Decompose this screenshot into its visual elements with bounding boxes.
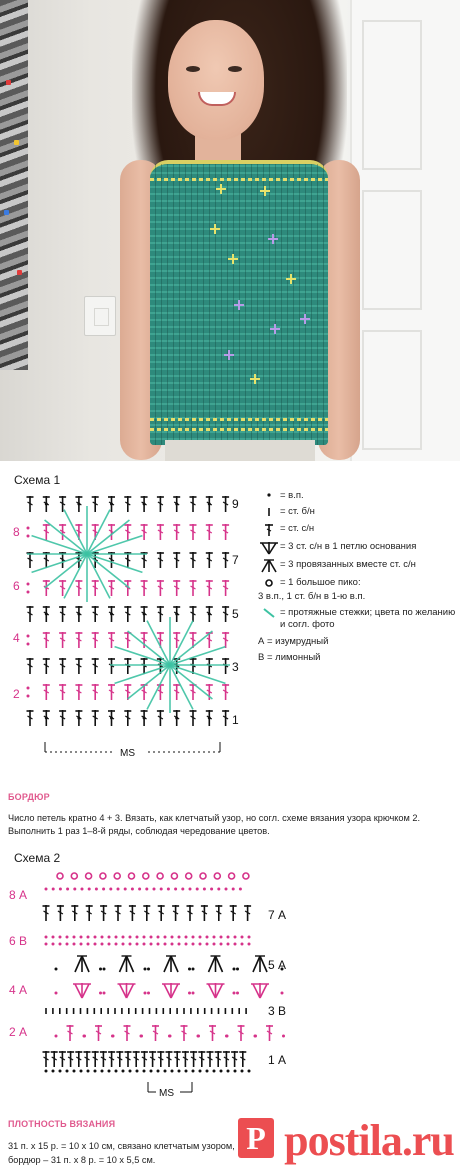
chain-symbol	[27, 583, 30, 586]
scheme1-row-label: 8	[13, 525, 20, 539]
chain-symbol	[95, 888, 98, 891]
gauge-line-1: 31 п. х 15 р. = 10 х 10 см, связано клетчатым узором,	[8, 1141, 235, 1151]
chain-symbol	[115, 943, 118, 946]
chain-symbol	[213, 936, 216, 939]
chain-symbol	[281, 992, 284, 995]
chain-symbol	[108, 1070, 111, 1073]
chain-symbol	[197, 1035, 200, 1038]
legend-text: А = изумрудный	[258, 635, 329, 647]
chain-symbol	[27, 635, 30, 638]
chain-symbol	[99, 992, 102, 995]
chain-symbol	[143, 936, 146, 939]
chain-symbol	[185, 1070, 188, 1073]
increase-icon	[258, 541, 280, 555]
chain-symbol	[27, 591, 30, 594]
scheme1-row-label: 5	[232, 607, 239, 621]
chain-symbol	[136, 943, 139, 946]
legend-row	[258, 652, 458, 664]
chain-symbol	[101, 936, 104, 939]
chain-symbol	[81, 888, 84, 891]
chain-symbol	[143, 1070, 146, 1073]
chain-symbol	[131, 888, 134, 891]
decrease-icon	[258, 559, 280, 573]
picot-symbol	[157, 873, 163, 879]
chain-symbol	[59, 936, 62, 939]
chain-symbol	[145, 888, 148, 891]
chain-symbol	[73, 888, 76, 891]
chain-symbol	[80, 936, 83, 939]
chain-symbol	[164, 1070, 167, 1073]
chain-symbol	[140, 1035, 143, 1038]
chain-symbol	[206, 1070, 209, 1073]
chain-symbol	[101, 1070, 104, 1073]
chain-symbol	[87, 1070, 90, 1073]
chain-symbol	[59, 943, 62, 946]
legend-text: = ст. с/н	[280, 523, 315, 535]
decrease-symbol	[216, 956, 223, 972]
picot-symbol	[229, 873, 235, 879]
scheme1-row-label: 4	[13, 631, 20, 645]
chain-symbol	[192, 936, 195, 939]
chain-symbol	[122, 936, 125, 939]
chain-symbol	[87, 936, 90, 939]
chain-symbol	[109, 888, 112, 891]
picot-symbol	[143, 873, 149, 879]
decrease-symbol	[253, 956, 260, 972]
increase-symbol	[209, 984, 216, 998]
chain-symbol	[115, 936, 118, 939]
gauge-heading: ПЛОТНОСТЬ ВЯЗАНИЯ	[8, 1119, 116, 1129]
chain-symbol	[171, 1070, 174, 1073]
chain-symbol	[55, 992, 58, 995]
watermark: postila.ru	[284, 1116, 454, 1165]
chain-symbol	[129, 943, 132, 946]
chain-symbol	[45, 943, 48, 946]
increase-symbol	[127, 984, 134, 998]
picot-symbol	[214, 873, 220, 879]
picot-symbol	[57, 873, 63, 879]
decrease-symbol	[260, 956, 267, 972]
chain-symbol	[178, 1070, 181, 1073]
chain-symbol	[225, 888, 228, 891]
chain-symbol	[248, 943, 251, 946]
chain-symbol	[234, 936, 237, 939]
chain-symbol	[160, 888, 163, 891]
chain-symbol	[192, 992, 195, 995]
scheme2-row-label: 8 А	[9, 888, 28, 902]
chain-symbol	[185, 936, 188, 939]
scheme2-row-label: 4 А	[9, 983, 28, 997]
legend-text: = протяжные стежки; цвета по желанию и согл. фото	[280, 606, 456, 631]
chain-symbol	[144, 968, 147, 971]
scheme2-row-label: 5 А	[268, 958, 287, 972]
increase-symbol	[171, 984, 178, 998]
chain-symbol	[199, 943, 202, 946]
legend-row	[258, 506, 458, 519]
legend-row	[258, 559, 458, 573]
legend-row	[258, 607, 458, 632]
chain-symbol	[55, 1035, 58, 1038]
legend-text: = 3 ст. с/н в 1 петлю основания	[280, 541, 417, 553]
increase-symbol	[260, 984, 267, 998]
picot-symbol	[171, 873, 177, 879]
chain-symbol	[241, 936, 244, 939]
chain-symbol	[66, 1070, 69, 1073]
chain-symbol	[153, 888, 156, 891]
scheme1-row-label: 2	[13, 687, 20, 701]
chain-symbol	[178, 943, 181, 946]
chain-symbol	[102, 888, 105, 891]
increase-symbol	[164, 984, 171, 998]
chain-symbol	[239, 888, 242, 891]
chain-symbol	[241, 943, 244, 946]
chain-symbol	[181, 888, 184, 891]
legend-text: = в.п.	[280, 490, 304, 501]
scheme2-row-label: 3 В	[268, 1004, 287, 1018]
chain-symbol	[27, 643, 30, 646]
picot-icon	[258, 577, 280, 589]
chain-symbol	[122, 943, 125, 946]
chain-symbol	[115, 1070, 118, 1073]
picot-symbol	[114, 873, 120, 879]
chain-symbol	[178, 936, 181, 939]
chain-symbol	[282, 1035, 285, 1038]
chain-symbol	[143, 943, 146, 946]
chain-symbol	[45, 888, 48, 891]
chain-symbol	[167, 888, 170, 891]
chain-symbol	[157, 1070, 160, 1073]
chain-symbol	[241, 1070, 244, 1073]
repeat-label: MS	[120, 748, 135, 759]
chain-symbol	[164, 936, 167, 939]
chain-symbol	[188, 968, 191, 971]
decrease-symbol	[171, 956, 178, 972]
chain-symbol	[99, 968, 102, 971]
chain-symbol	[232, 888, 235, 891]
legend-row	[258, 636, 458, 648]
chain-symbol	[192, 1070, 195, 1073]
increase-symbol	[82, 984, 89, 998]
chain-symbol	[136, 936, 139, 939]
chain-symbol	[129, 1070, 132, 1073]
legend-text: = 3 провязанных вместе ст. с/н	[280, 559, 416, 571]
picot-symbol	[100, 873, 106, 879]
double-crochet-icon	[258, 523, 280, 537]
chain-symbol	[192, 968, 195, 971]
chain-symbol	[59, 1070, 62, 1073]
chain-symbol	[87, 943, 90, 946]
scheme1-row-label: 7	[232, 553, 239, 567]
chain-symbol	[150, 943, 153, 946]
legend-text: = 1 большое пико:	[280, 577, 361, 589]
chain-symbol	[108, 936, 111, 939]
long-stitch-burst	[45, 554, 87, 588]
scheme1-row-label: 6	[13, 579, 20, 593]
scheme1-row-label: 9	[232, 497, 239, 511]
symbol-legend	[258, 490, 458, 668]
chain-symbol	[220, 936, 223, 939]
chain-symbol	[94, 943, 97, 946]
chain-symbol	[108, 943, 111, 946]
chain-symbol	[199, 936, 202, 939]
decrease-symbol	[164, 956, 171, 972]
scheme2-row-label: 7 А	[268, 908, 287, 922]
chain-symbol	[66, 943, 69, 946]
chain-symbol	[248, 936, 251, 939]
chain-symbol	[138, 888, 141, 891]
increase-symbol	[253, 984, 260, 998]
chain-symbol	[147, 992, 150, 995]
long-stitch-burst	[128, 665, 170, 699]
chain-symbol	[103, 992, 106, 995]
increase-symbol	[216, 984, 223, 998]
repeat-label: MS	[159, 1088, 174, 1099]
picot-symbol	[200, 873, 206, 879]
chain-symbol	[234, 1070, 237, 1073]
scheme1-row-label: 3	[232, 660, 239, 674]
chain-symbol	[220, 943, 223, 946]
chain-symbol	[27, 687, 30, 690]
chain-symbol	[217, 888, 220, 891]
chain-symbol	[55, 968, 58, 971]
chain-symbol	[80, 1070, 83, 1073]
legend-row	[258, 591, 458, 603]
chain-symbol	[27, 695, 30, 698]
chain-symbol	[52, 888, 55, 891]
postila-logo-icon: P	[238, 1118, 274, 1158]
legend-row	[258, 523, 458, 537]
chain-symbol	[73, 943, 76, 946]
picot-symbol	[71, 873, 77, 879]
chain-symbol	[210, 888, 213, 891]
chain-symbol	[234, 943, 237, 946]
chain-symbol	[254, 1035, 257, 1038]
chain-symbol	[45, 1070, 48, 1073]
legend-text: 3 в.п., 1 ст. б/н в 1-ю в.п.	[258, 590, 366, 602]
gauge-line-2: бордюр – 31 п. х 8 р. = 10 х 5,5 см.	[8, 1155, 156, 1165]
scheme1-title: Схема 1	[14, 473, 61, 487]
chain-symbol	[233, 992, 236, 995]
long-stitch-burst	[128, 631, 170, 665]
chain-symbol	[189, 888, 192, 891]
chain-symbol	[206, 936, 209, 939]
chain-symbol	[192, 943, 195, 946]
legend-row	[258, 490, 458, 502]
long-stitch-burst	[87, 554, 129, 588]
decrease-symbol	[75, 956, 82, 972]
chain-symbol	[73, 1070, 76, 1073]
chain-symbol	[227, 936, 230, 939]
chain-symbol	[103, 968, 106, 971]
scheme1-row-label: 1	[232, 713, 239, 727]
chain-symbol	[88, 888, 91, 891]
chain-symbol	[150, 936, 153, 939]
chain-symbol	[94, 936, 97, 939]
chain-symbol	[136, 1070, 139, 1073]
picot-symbol	[129, 873, 135, 879]
chain-symbol	[59, 888, 62, 891]
chain-symbol	[101, 943, 104, 946]
decrease-symbol	[127, 956, 134, 972]
border-heading: БОРДЮР	[8, 792, 50, 802]
scheme2-row-label: 1 А	[268, 1053, 287, 1067]
chain-symbol	[203, 888, 206, 891]
picot-symbol	[243, 873, 249, 879]
chain-icon	[258, 490, 280, 502]
chain-symbol	[147, 968, 150, 971]
chain-symbol	[52, 1070, 55, 1073]
scheme2-row-label: 2 А	[9, 1025, 28, 1039]
chain-symbol	[220, 1070, 223, 1073]
picot-symbol	[86, 873, 92, 879]
chain-symbol	[66, 888, 69, 891]
chain-symbol	[233, 968, 236, 971]
chain-symbol	[199, 1070, 202, 1073]
chain-symbol	[227, 1070, 230, 1073]
chain-symbol	[226, 1035, 229, 1038]
chain-symbol	[52, 943, 55, 946]
chain-symbol	[66, 936, 69, 939]
chain-symbol	[27, 535, 30, 538]
chain-symbol	[236, 992, 239, 995]
chain-symbol	[171, 936, 174, 939]
chain-symbol	[27, 527, 30, 530]
chain-symbol	[188, 992, 191, 995]
chain-symbol	[150, 1070, 153, 1073]
increase-symbol	[75, 984, 82, 998]
chain-symbol	[248, 1070, 251, 1073]
chain-symbol	[174, 888, 177, 891]
chain-symbol	[236, 968, 239, 971]
chain-symbol	[83, 1035, 86, 1038]
chain-symbol	[117, 888, 120, 891]
chain-symbol	[164, 943, 167, 946]
chain-symbol	[185, 943, 188, 946]
legend-text: = ст. б/н	[280, 506, 315, 518]
chain-symbol	[112, 1035, 115, 1038]
legend-row	[258, 577, 458, 589]
chain-symbol	[73, 936, 76, 939]
chain-symbol	[45, 936, 48, 939]
chain-symbol	[171, 943, 174, 946]
stitch-line-icon	[258, 607, 280, 620]
chain-symbol	[157, 943, 160, 946]
chain-symbol	[129, 936, 132, 939]
decrease-symbol	[209, 956, 216, 972]
decrease-symbol	[120, 956, 127, 972]
chain-symbol	[144, 992, 147, 995]
scheme2-row-label: 6 В	[9, 934, 28, 948]
chain-symbol	[124, 888, 127, 891]
chain-symbol	[52, 936, 55, 939]
chain-symbol	[213, 1070, 216, 1073]
increase-symbol	[120, 984, 127, 998]
scheme2-title: Схема 2	[14, 851, 61, 865]
single-crochet-icon	[258, 506, 280, 519]
chain-symbol	[80, 943, 83, 946]
chain-symbol	[94, 1070, 97, 1073]
border-text: Число петель кратно 4 + 3. Вязать, как клетчатый узор, но согл. схеме вязания узора крючком 2. Выполнить 1 раз 1–8-й ряды, соблюдая чередование цветов.	[8, 813, 421, 837]
chain-symbol	[169, 1035, 172, 1038]
picot-symbol	[186, 873, 192, 879]
chain-symbol	[196, 888, 199, 891]
chain-symbol	[206, 943, 209, 946]
chain-symbol	[227, 943, 230, 946]
legend-text: В = лимонный	[258, 651, 321, 663]
chain-symbol	[122, 1070, 125, 1073]
decrease-symbol	[82, 956, 89, 972]
chain-symbol	[157, 936, 160, 939]
legend-row	[258, 541, 458, 555]
chain-symbol	[213, 943, 216, 946]
